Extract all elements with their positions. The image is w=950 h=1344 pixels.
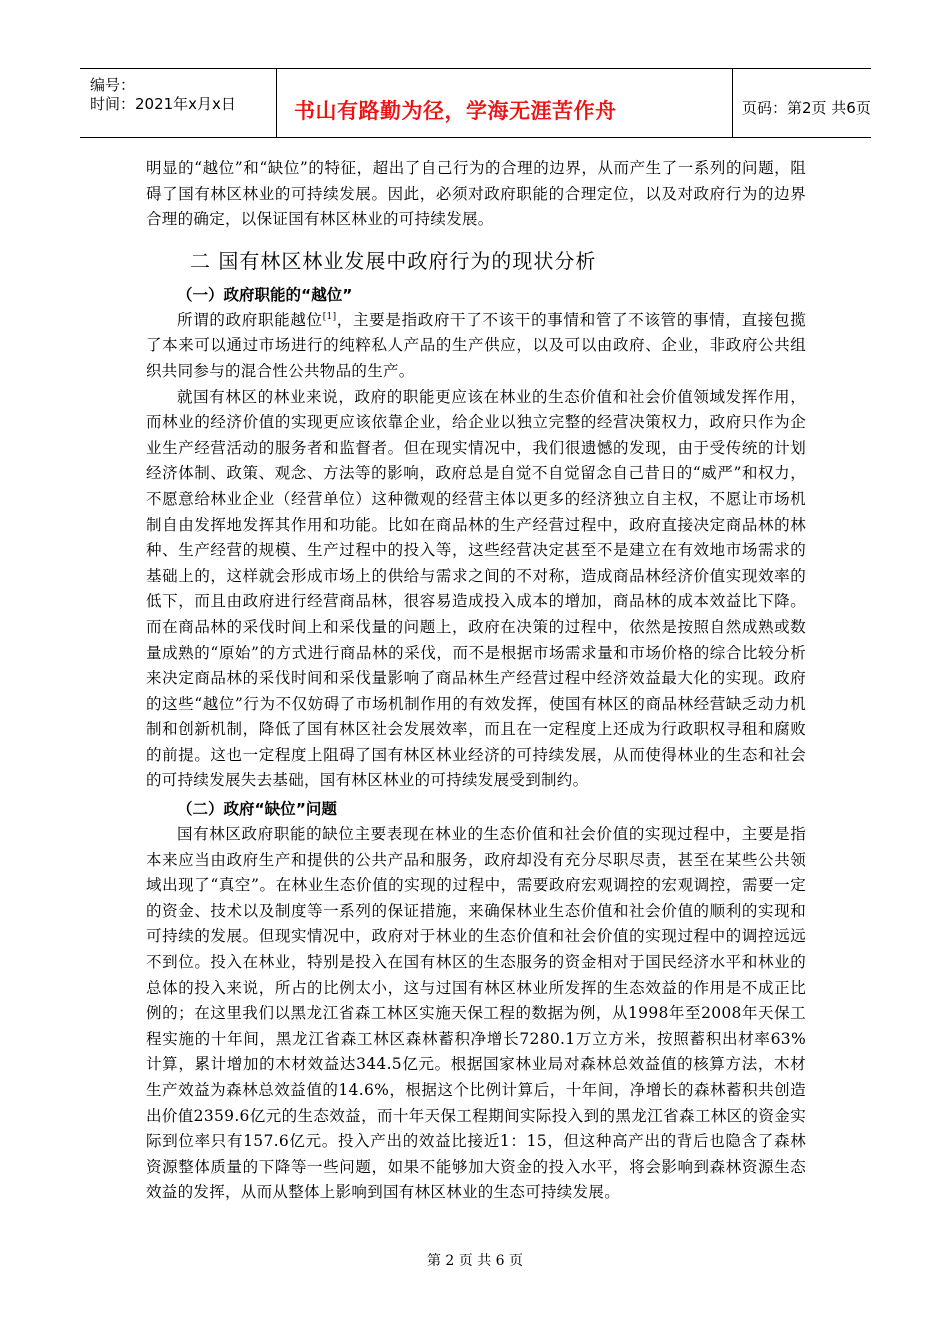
document-body: [146, 156, 806, 1206]
citation-reference: [1]: [322, 311, 337, 322]
document-header: [80, 68, 871, 138]
page-footer: 第 2 页 共 6 页: [426, 1253, 524, 1269]
header-motto-cell: [276, 69, 733, 137]
header-motto: 书山有路勤为径，学海无涯苦作舟: [294, 99, 617, 123]
paragraph-text: 所谓的政府职能越位: [177, 310, 323, 329]
paragraph-text: ，主要是指政府干了不该干的事情和管了不该管的事情，直接包揽了本来可以通过市场进行的纯粹私人产品的生产供应，以及可以由政府、企业，非政府公共组织共同参与的混合性公共物品的生产。: [146, 310, 807, 380]
subsection-heading-overreach: （一）政府职能的“越位”: [177, 285, 353, 304]
header-page-cell: [732, 69, 871, 137]
intro-paragraph: 明显的“越位”和“缺位”的特征，超出了自己行为的合理的边界，从而产生了一系列的问题，阻碍了国有林区林业的可持续发展。因此，必须对政府职能的合理定位，以及对政府行为的边界合理的确定，以保证国有林区林业的可持续发展。: [146, 159, 806, 229]
paragraph-overreach-analysis: 就国有林区的林业来说，政府的职能更应该在林业的生态价值和社会价值领域发挥作用，而林业的经济价值的实现更应该依靠企业，给企业以独立完整的经营决策权力，政府只作为企业生产经营活动的服务者和监督者。但在现实情况中，我们很遗憾的发现，由于受传统的计划经济体制、政策、观念、方法等的影响，政府总是自觉不自觉留念自己昔日的“威严”和权力，不愿意给林业企业（经营单位）这种微观的经营主体以更多的经济独立自主权，不愿让市场机制自由发挥地发挥其作用和功能。比如在商品林的生产经营过程中，政府直接决定商品林的林种、生产经营的规模、生产过程中的投入等，这些经营决定甚至不是建立在有效地市场需求的基础上的，这样就会形成市场上的供给与需求之间的不对称，造成商品林经济价值实现效率的低下，而且由政府进行经营商品林，很容易造成投入成本的增加，商品林的成本效益比下降。而在商品林的采伐时间上和采伐量的问题上，政府在决策的过程中，依然是按照自然成熟或数量成熟的“原始”的方式进行商品林的采伐，而不是根据市场需求量和市场价格的综合比较分析来决定商品林的采伐时间和采伐量影响了商品林生产经营过程中经济效益最大化的实现。政府的这些“越位”行为不仅妨碍了市场机制作用的有效发挥，使国有林区的商品林经营缺乏动力机制和创新机制，降低了国有林区社会发展效率，而且在一定程度上还成为行政职权寻租和腐败的前提。这也一定程度上阻碍了国有林区林业经济的可持续发展，从而使得林业的生态和社会的可持续发展失去基础，国有林区林业的可持续发展受到制约。: [146, 387, 806, 790]
header-page-code: 页码：第2页 共6页: [742, 99, 871, 117]
paragraph-overreach-definition: [146, 308, 806, 385]
header-meta-cell: [80, 69, 277, 137]
subsection-heading-absence: （二）政府“缺位”问题: [177, 800, 337, 819]
paragraph-absence-analysis: 国有林区政府职能的缺位主要表现在林业的生态价值和社会价值的实现过程中，主要是指本来应当由政府生产和提供的公共产品和服务，政府却没有充分尽职尽责，甚至在某些公共领域出现了“真空”。在林业生态价值的实现的过程中，需要政府宏观调控的宏观调控，需要一定的资金、技术以及制度等一系列的保证措施，来确保林业生态价值和社会价值的顺利的实现和可持续的发展。但现实情况中，政府对于林业的生态价值和社会价值的实现过程中的调控远远不到位。投入在林业，特别是投入在国有林区的生态服务的资金相对于国民经济水平和林业的总体的投入来说，所占的比例太小，这与过国有林区林业所发挥的生态效益的作用是不成正比例的；在这里我们以黑龙江省森工林区实施天保工程的数据为例，从1998年至2008年天保工程实施的十年间，黑龙江省森工林区森林蓄积净增长7280.1万立方米，按照蓄积出材率63%计算，累计增加的木材效益达344.5亿元。根据国家林业局对森林总效益值的核算方法，木材生产效益为森林总效益值的14.6%，根据这个比例计算后，十年间，净增长的森林蓄积共创造出价值2359.6亿元的生态效益，而十年天保工程期间实际投入到的黑龙江省森工林区的资金实际到位率只有157.6亿元。投入产出的效益比接近1：15，但这种高产出的背后也隐含了森林资源整体质量的下降等一些问题，如果不能够加大资金的投入水平，将会影响到森林资源生态效益的发挥，从而从整体上影响到国有林区林业的生态可持续发展。: [146, 825, 806, 1202]
document-number-label: 编号：: [90, 76, 136, 94]
section-heading: 二 国有林区林业发展中政府行为的现状分析: [190, 248, 597, 273]
document-date-label: 时间：2021年x月x日: [90, 95, 236, 113]
